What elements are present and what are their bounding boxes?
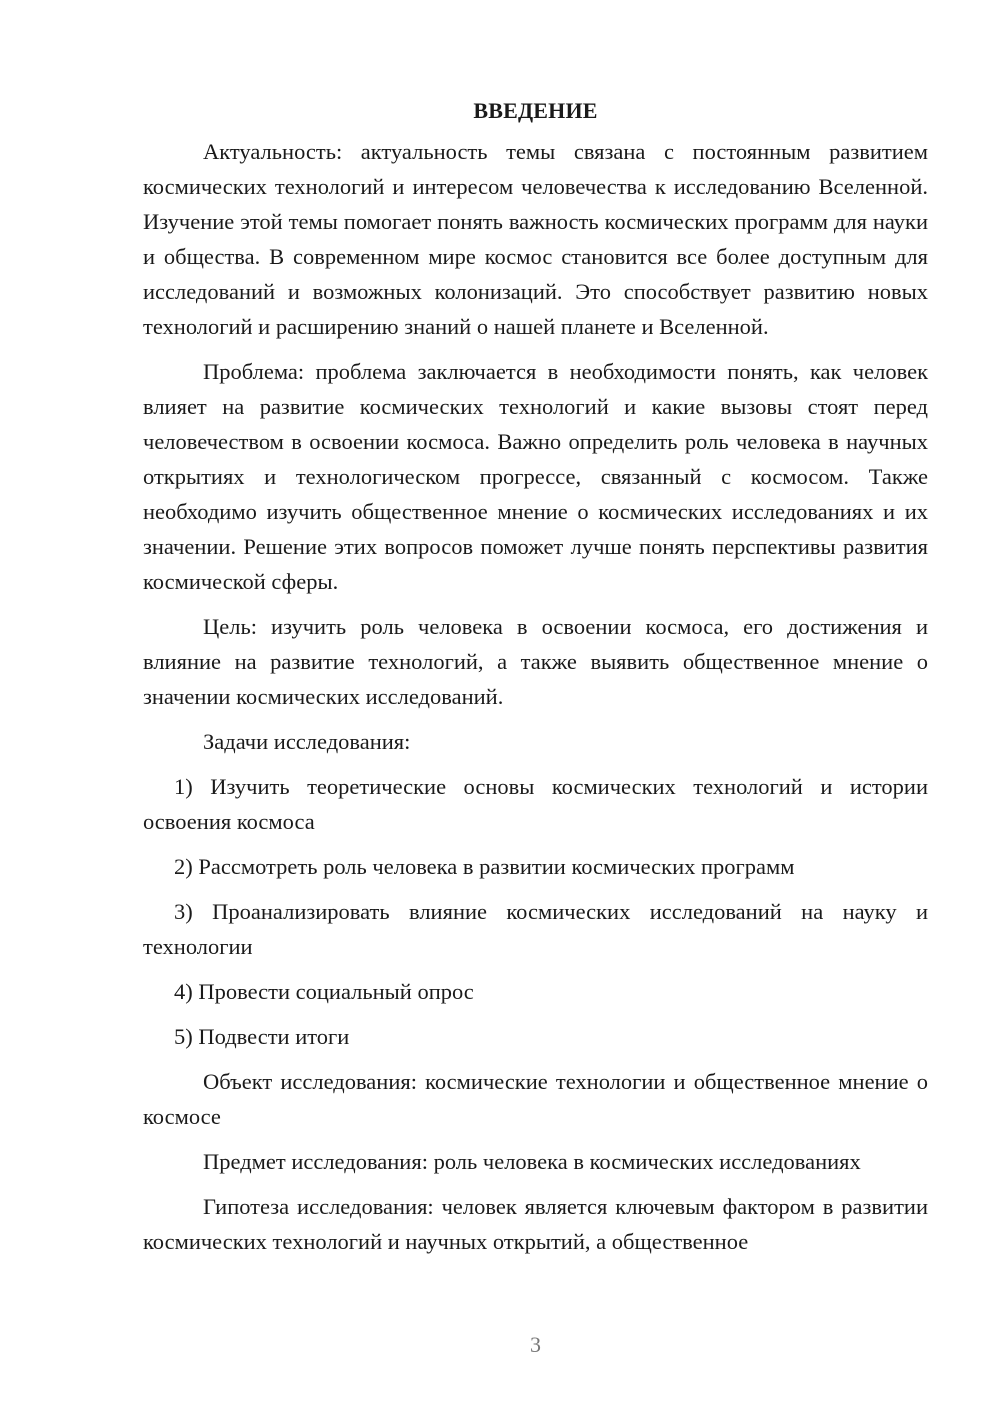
paragraph-subject: Предмет исследования: роль человека в космических исследованиях — [203, 1149, 861, 1174]
task-item-3: 3) Проанализировать влияние космических исследований на науку и технологии — [143, 899, 928, 959]
task-item-1: 1) Изучить теоретические основы космических технологий и истории освоения космоса — [143, 774, 928, 834]
task-item-4: 4) Провести социальный опрос — [174, 979, 474, 1004]
page-content — [143, 94, 928, 1259]
task-item-2: 2) Рассмотреть роль человека в развитии космических программ — [174, 854, 795, 879]
paragraph-tasks-title: Задачи исследования: — [203, 729, 411, 754]
paragraph-hypothesis: Гипотеза исследования: человек является ключевым фактором в развитии космических технологий и научных открытий, а общественное — [143, 1194, 928, 1254]
page-number: 3 — [530, 1332, 541, 1357]
paragraph-goal: Цель: изучить роль человека в освоении космоса, его достижения и влияние на развитие технологий, а также выявить общественное мнение о значении космических исследований. — [143, 614, 928, 709]
paragraph-object: Объект исследования: космические технологии и общественное мнение о космосе — [143, 1069, 928, 1129]
section-heading: ВВЕДЕНИЕ — [473, 98, 598, 123]
task-item-5: 5) Подвести итоги — [174, 1024, 350, 1049]
paragraph-relevance: Актуальность: актуальность темы связана с постоянным развитием космических технологий и интересом человечества к исследованию Вселенной. Изучение этой темы помогает понять важность космических программ для науки и общества. В современном мире космос становится все более доступным для исследований и возможных колонизаций. Это способствует развитию новых технологий и расширению знаний о нашей планете и Вселенной. — [143, 139, 928, 339]
paragraph-problem: Проблема: проблема заключается в необходимости понять, как человек влияет на развитие космических технологий и какие вызовы стоят перед человечеством в освоении космоса. Важно определить роль человека в научных открытиях и технологическом прогрессе, связанный с космосом. Также необходимо изучить общественное мнение о космических исследованиях и их значении. Решение этих вопросов поможет лучше понять перспективы развития космической сферы. — [143, 359, 928, 594]
